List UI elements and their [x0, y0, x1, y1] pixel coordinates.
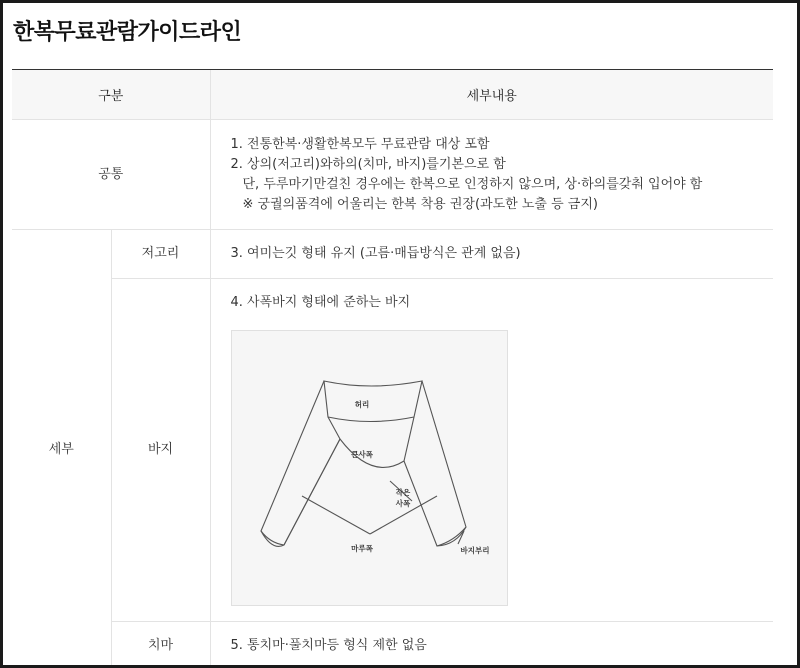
table-row-common: [12, 120, 773, 230]
page-frame: [3, 3, 797, 665]
label-small-panel-2: 사폭: [395, 499, 410, 508]
baji-text: 4. 사폭바지 형태에 준하는 바지: [230, 295, 411, 310]
table-row-chima: [12, 622, 773, 666]
header-category: 구분: [12, 70, 210, 120]
guideline-table: [12, 69, 773, 665]
right-leg-shape: [404, 381, 466, 546]
common-line-1: 1. 전통한복·생활한복모두 무료관람 대상 포함: [230, 136, 490, 152]
waistband-shape: [324, 381, 422, 422]
pointer-maru-left: [302, 496, 370, 534]
inner-seam: [328, 417, 414, 467]
header-detail: 세부내용: [210, 70, 773, 120]
row-label-detail: 세부: [12, 230, 111, 666]
label-maru-panel: 마루폭: [350, 544, 373, 553]
label-cuff: 바지부리: [460, 546, 489, 555]
row-label-baji: 바지: [111, 279, 210, 622]
left-cuff: [261, 531, 284, 545]
common-content: [210, 120, 773, 230]
row-label-common: 공통: [12, 120, 210, 230]
row-label-jeogori: 저고리: [111, 230, 210, 279]
common-line-4: ※ 궁궐의품격에 어울리는 한복 착용 권장(과도한 노출 등 금지): [242, 196, 598, 212]
baji-content: [210, 279, 773, 622]
table-row-jeogori: [12, 230, 773, 279]
label-waist: 허리: [354, 400, 369, 409]
row-label-chima: 치마: [111, 622, 210, 666]
label-small-panel-1: 작은: [395, 488, 410, 497]
chima-content: 5. 통치마·풀치마등 형식 제한 없음: [210, 622, 773, 666]
table-header-row: [12, 70, 773, 120]
trouser-diagram: [231, 330, 508, 606]
table-row-baji: [12, 279, 773, 622]
jeogori-content: 3. 여미는깃 형태 유지 (고름·매듭방식은 관계 없음): [210, 230, 773, 279]
label-big-panel: 큰사폭: [350, 450, 373, 459]
page-title: 한복무료관람가이드라인: [13, 20, 242, 45]
trouser-diagram-svg: [232, 331, 507, 605]
common-line-3: 단, 두루마기만걸친 경우에는 한복으로 인정하지 않으며, 상·하의를갖춰 입어야 함: [242, 176, 703, 192]
common-line-2: 2. 상의(저고리)와하의(치마, 바지)를기본으로 함: [230, 156, 506, 172]
left-leg-shape: [261, 381, 340, 546]
